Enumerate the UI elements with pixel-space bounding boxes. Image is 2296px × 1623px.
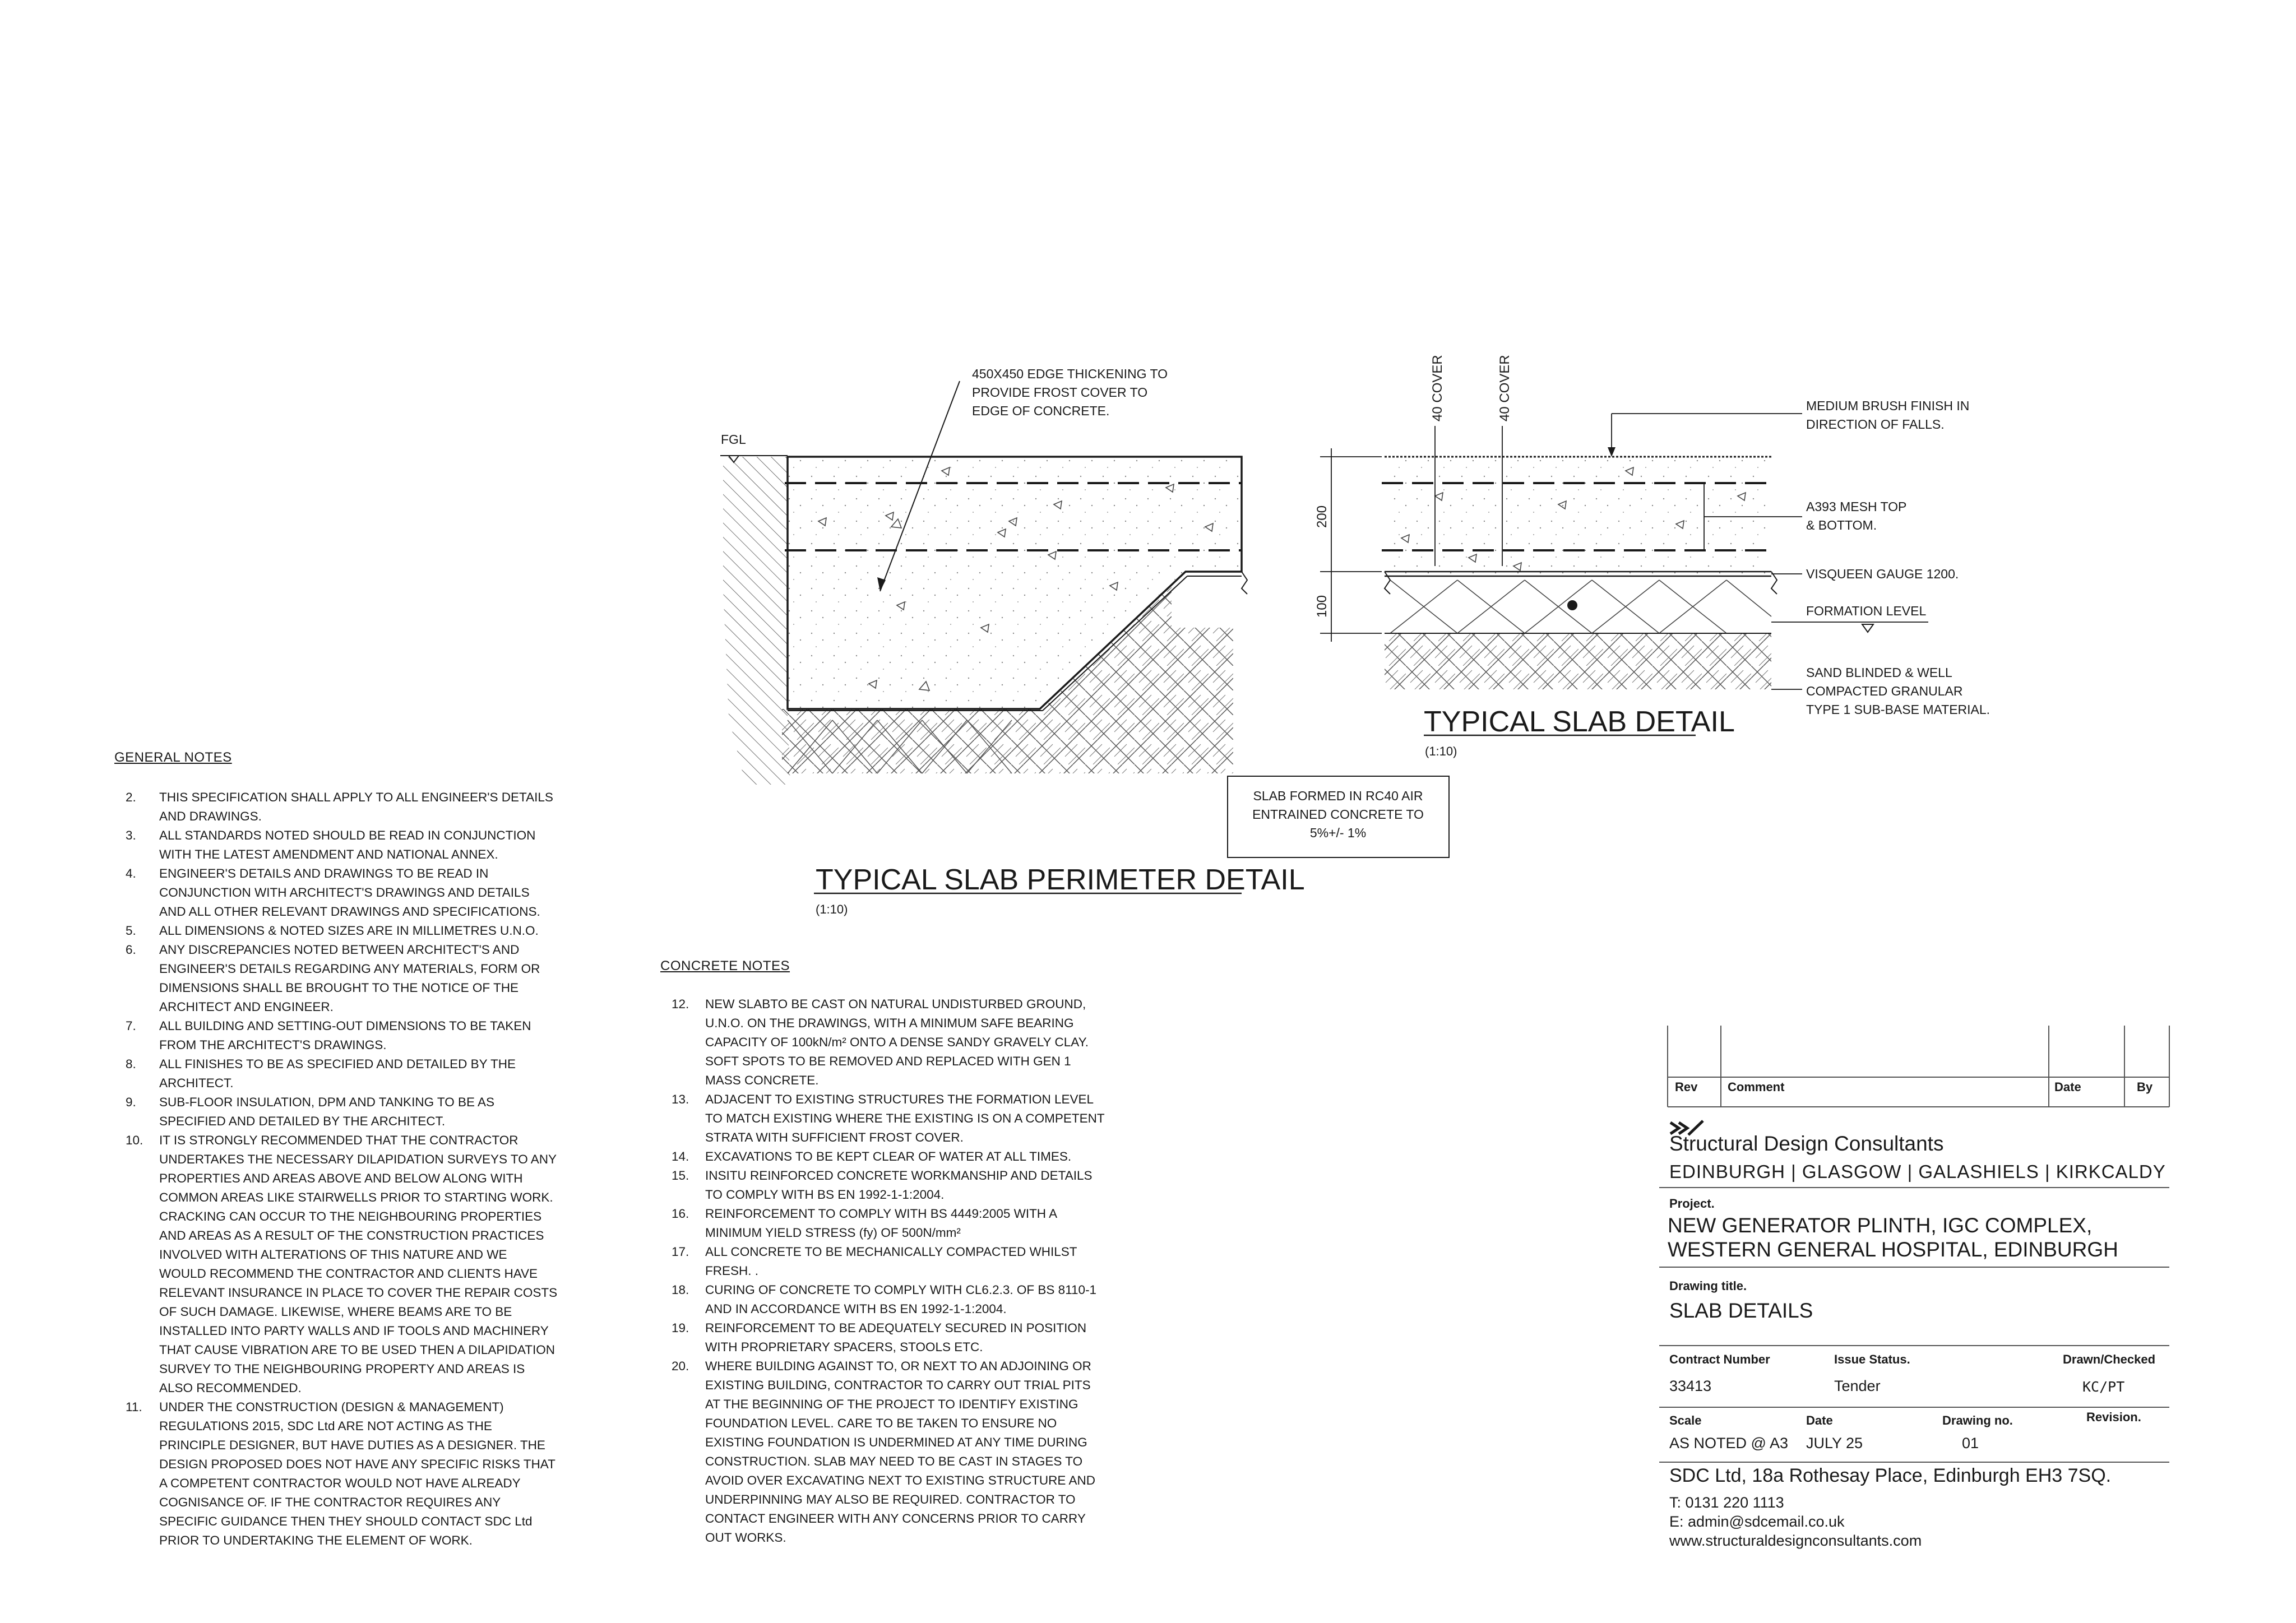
company-address: SDC Ltd, 18a Rothesay Place, Edinburgh EH3 7SQ.: [1669, 1465, 2112, 1486]
issue-status: Tender: [1834, 1378, 1881, 1394]
concrete-note-line: SOFT SPOTS TO BE REMOVED AND REPLACED WITH GEN 1: [705, 1054, 1071, 1068]
dim-200-label: 200: [1314, 505, 1330, 528]
concrete-note-item: [660, 1090, 1142, 1147]
general-note-line: SURVEY TO THE NEIGHBOURING PROPERTY AND AREAS IS: [159, 1362, 525, 1376]
general-note-number: 6.: [126, 943, 136, 957]
general-note-line: ALL DIMENSIONS & NOTED SIZES ARE IN MILLIMETRES U.N.O.: [159, 924, 539, 938]
concrete-note-line: REINFORCEMENT TO COMPLY WITH BS 4449:2005 WITH A: [705, 1207, 1058, 1221]
concrete-note-line: EXISTING BUILDING, CONTRACTOR TO CARRY OUT TRIAL PITS: [705, 1378, 1091, 1392]
concrete-note-line: AVOID OVER EXCAVATING NEXT TO EXISTING STRUCTURE AND: [705, 1473, 1095, 1487]
rev-header-by: By: [2137, 1080, 2153, 1094]
general-note-line: PRINCIPLE DESIGNER, BUT HAVE DUTIES AS A DESIGNER. THE: [159, 1438, 545, 1452]
concrete-note-line: ALL CONCRETE TO BE MECHANICALLY COMPACTED WHILST: [705, 1245, 1077, 1259]
general-note-line: ALL FINISHES TO BE AS SPECIFIED AND DETAILED BY THE: [159, 1057, 516, 1071]
concrete-note-line: AT THE BEGINNING OF THE PROJECT TO IDENTIFY EXISTING: [705, 1397, 1078, 1411]
general-note-line: INVOLVED WITH ALTERATIONS OF THIS NATURE AND WE: [159, 1248, 507, 1262]
general-note-number: 8.: [126, 1057, 136, 1071]
concrete-note-item: [660, 1242, 1142, 1281]
date-label: Date: [1806, 1413, 1833, 1427]
rev-header-comment: Comment: [1728, 1080, 1785, 1094]
general-note-line: SUB-FLOOR INSULATION, DPM AND TANKING TO BE AS: [159, 1095, 495, 1109]
concrete-note-number: 17.: [672, 1245, 689, 1259]
general-note-number: 11.: [126, 1400, 142, 1414]
general-note-line: RELEVANT INSURANCE IN PLACE TO COVER THE REPAIR COSTS: [159, 1286, 558, 1300]
slab-detail-title: TYPICAL SLAB DETAIL: [1424, 706, 1735, 738]
box-note-line-1: SLAB FORMED IN RC40 AIR: [1253, 789, 1423, 803]
contract-number-label: Contract Number: [1669, 1352, 1770, 1366]
project-label: Project.: [1669, 1197, 1715, 1211]
general-note-item: [114, 1398, 596, 1550]
mesh-callout-line-1: A393 MESH TOP: [1806, 499, 1907, 514]
concrete-note-line: FRESH. .: [705, 1264, 759, 1278]
formation-callout: FORMATION LEVEL: [1806, 604, 1927, 618]
concrete-note-line: CONSTRUCTION. SLAB MAY NEED TO BE CAST IN STAGES TO: [705, 1454, 1083, 1468]
tb-divider-3: [1659, 1345, 2169, 1346]
general-note-item: [114, 921, 596, 940]
concrete-note-number: 14.: [672, 1149, 689, 1163]
contract-number: 33413: [1669, 1378, 1712, 1394]
general-note-item: [114, 1017, 596, 1055]
rev-header-date: Date: [2054, 1080, 2081, 1094]
concrete-note-item: [660, 1281, 1142, 1319]
formation-level-dot: [1567, 600, 1577, 610]
concrete-note-line: NEW SLABTO BE CAST ON NATURAL UNDISTURBED GROUND,: [705, 997, 1086, 1011]
general-note-number: 7.: [126, 1019, 136, 1033]
issue-status-label: Issue Status.: [1834, 1352, 1910, 1366]
concrete-note-number: 12.: [672, 997, 689, 1011]
concrete-note-line: MINIMUM YIELD STRESS (fy) OF 500N/mm²: [705, 1226, 961, 1240]
drawing-no: 01: [1962, 1435, 1979, 1452]
tb-divider-2: [1659, 1267, 2169, 1268]
perimeter-detail-scale: (1:10): [816, 902, 848, 916]
general-note-number: 3.: [126, 828, 136, 842]
concrete-note-line: REINFORCEMENT TO BE ADEQUATELY SECURED IN POSITION: [705, 1321, 1087, 1335]
drawing-no-label: Drawing no.: [1942, 1413, 2013, 1427]
general-note-line: SPECIFIED AND DETAILED BY THE ARCHITECT.: [159, 1114, 446, 1128]
concrete-note-line: U.N.O. ON THE DRAWINGS, WITH A MINIMUM SAFE BEARING: [705, 1016, 1074, 1030]
drawn-checked: KC/PT: [2082, 1379, 2125, 1395]
project-line-1: NEW GENERATOR PLINTH, IGC COMPLEX,: [1668, 1214, 2093, 1237]
dim-100-label: 100: [1314, 595, 1330, 618]
general-note-line: WITH THE LATEST AMENDMENT AND NATIONAL ANNEX.: [159, 847, 498, 861]
general-note-line: INSTALLED INTO PARTY WALLS AND IF TOOLS AND MACHINERY: [159, 1324, 549, 1338]
general-note-number: 9.: [126, 1095, 136, 1109]
slab-ground-hatch: [1385, 633, 1771, 689]
general-note-line: PRIOR TO UNDERTAKING THE ELEMENT OF WORK.: [159, 1533, 473, 1547]
concrete-note-line: STRATA WITH SUFFICIENT FROST COVER.: [705, 1130, 964, 1144]
concrete-note-line: CONTACT ENGINEER WITH ANY CONCERNS PRIOR TO CARRY: [705, 1511, 1086, 1525]
concrete-note-item: [660, 1319, 1142, 1357]
general-note-line: COMMON AREAS LIKE STAIRWELLS PRIOR TO STARTING WORK.: [159, 1190, 553, 1204]
general-note-line: IT IS STRONGLY RECOMMENDED THAT THE CONTRACTOR: [159, 1133, 519, 1147]
drawing-title-label: Drawing title.: [1669, 1279, 1747, 1293]
concrete-note-number: 20.: [672, 1359, 689, 1373]
general-note-item: [114, 1093, 596, 1131]
concrete-note-line: CURING OF CONCRETE TO COMPLY WITH CL6.2.3. OF BS 8110-1: [705, 1283, 1097, 1297]
perimeter-detail-title: TYPICAL SLAB PERIMETER DETAIL: [816, 864, 1305, 896]
general-note-line: OF SUCH DAMAGE. LIKEWISE, WHERE BEAMS ARE TO BE: [159, 1305, 512, 1319]
edge-note-line-3: EDGE OF CONCRETE.: [972, 404, 1110, 418]
scale-label: Scale: [1669, 1413, 1702, 1427]
revision-label: Revision.: [2086, 1410, 2141, 1424]
general-note-line: REGULATIONS 2015, SDC Ltd ARE NOT ACTING AS THE: [159, 1419, 492, 1433]
general-note-line: AND AREAS AS A RESULT OF THE CONSTRUCTION PRACTICES: [159, 1228, 544, 1242]
general-note-line: CONJUNCTION WITH ARCHITECT'S DRAWINGS AND DETAILS: [159, 885, 530, 899]
company-telephone: T: 0131 220 1113: [1669, 1494, 1784, 1511]
title-block-frame: [1668, 1026, 2169, 1107]
concrete-note-line: MASS CONCRETE.: [705, 1073, 819, 1087]
company-name: Structural Design Consultants: [1669, 1132, 1944, 1155]
general-note-line: ALL BUILDING AND SETTING-OUT DIMENSIONS TO BE TAKEN: [159, 1019, 531, 1033]
general-note-number: 4.: [126, 866, 136, 880]
general-note-line: COGNISANCE OF. IF THE CONTRACTOR REQUIRES ANY: [159, 1495, 501, 1509]
general-note-line: WOULD RECOMMEND THE CONTRACTOR AND CLIENTS HAVE: [159, 1267, 538, 1281]
company-offices: EDINBURGH | GLASGOW | GALASHIELS | KIRKCALDY: [1669, 1161, 2166, 1182]
concrete-note-item: [660, 1357, 1142, 1547]
concrete-note-line: WITH PROPRIETARY SPACERS, STOOLS ETC.: [705, 1340, 983, 1354]
concrete-note-item: [660, 1147, 1142, 1166]
subbase-callout-line-3: TYPE 1 SUB-BASE MATERIAL.: [1806, 702, 1991, 717]
general-note-line: ALSO RECOMMENDED.: [159, 1381, 302, 1395]
tb-divider-1: [1659, 1187, 2169, 1188]
visqueen-callout: VISQUEEN GAUGE 1200.: [1806, 567, 1959, 581]
concrete-note-number: 13.: [672, 1092, 689, 1106]
slab-detail-scale: (1:10): [1425, 744, 1457, 758]
subbase-callout-line-2: COMPACTED GRANULAR: [1806, 684, 1963, 698]
general-note-item: [114, 1131, 596, 1398]
general-note-line: ALL STANDARDS NOTED SHOULD BE READ IN CONJUNCTION: [159, 828, 536, 842]
edge-note-line-1: 450X450 EDGE THICKENING TO: [972, 367, 1168, 381]
general-note-line: PROPERTIES AND AREAS ABOVE AND BELOW ALONG WITH: [159, 1171, 523, 1185]
general-note-line: A COMPETENT CONTRACTOR WOULD NOT HAVE ALREADY: [159, 1476, 521, 1490]
general-note-line: THIS SPECIFICATION SHALL APPLY TO ALL ENGINEER'S DETAILS: [159, 790, 553, 804]
drawing-title: SLAB DETAILS: [1669, 1299, 1813, 1322]
brush-callout-line-1: MEDIUM BRUSH FINISH IN: [1806, 398, 1970, 413]
concrete-note-line: INSITU REINFORCED CONCRETE WORKMANSHIP AND DETAILS: [705, 1168, 1093, 1183]
perimeter-ground-hatch: [723, 457, 790, 785]
date-value: JULY 25: [1806, 1435, 1863, 1452]
general-note-line: DESIGN PROPOSED DOES NOT HAVE ANY SPECIFIC RISKS THAT: [159, 1457, 556, 1471]
cover-label-2: 40 COVER: [1497, 355, 1512, 421]
concrete-note-line: CAPACITY OF 100kN/m² ONTO A DENSE SANDY GRAVELY CLAY.: [705, 1035, 1089, 1049]
general-note-item: [114, 940, 596, 1017]
box-note-line-2: ENTRAINED CONCRETE TO: [1252, 807, 1424, 822]
mesh-callout-line-2: & BOTTOM.: [1806, 518, 1877, 532]
concrete-note-line: TO COMPLY WITH BS EN 1992-1-1:2004.: [705, 1188, 945, 1202]
concrete-note-item: [660, 1204, 1142, 1242]
concrete-note-number: 19.: [672, 1321, 689, 1335]
general-note-number: 2.: [126, 790, 136, 804]
concrete-note-line: WHERE BUILDING AGAINST TO, OR NEXT TO AN ADJOINING OR: [705, 1359, 1091, 1373]
general-note-line: THAT CAUSE VIBRATION ARE TO BE USED THEN A DILAPIDATION: [159, 1343, 556, 1357]
concrete-note-number: 16.: [672, 1207, 689, 1221]
general-note-number: 10.: [126, 1133, 144, 1147]
general-note-number: 5.: [126, 924, 136, 938]
concrete-note-line: UNDERPINNING MAY ALSO BE REQUIRED. CONTRACTOR TO: [705, 1492, 1076, 1506]
concrete-note-number: 18.: [672, 1283, 689, 1297]
general-note-line: UNDER THE CONSTRUCTION (DESIGN & MANAGEMENT): [159, 1400, 504, 1414]
concrete-note-item: [660, 995, 1142, 1090]
concrete-note-line: AND IN ACCORDANCE WITH BS EN 1992-1-1:2004.: [705, 1302, 1007, 1316]
general-note-line: ANY DISCREPANCIES NOTED BETWEEN ARCHITECT'S AND: [159, 943, 520, 957]
drawn-checked-label: Drawn/Checked: [2063, 1352, 2156, 1366]
company-email: E: admin@sdcemail.co.uk: [1669, 1513, 1845, 1530]
formation-level-marker: [1862, 624, 1873, 632]
tb-divider-4: [1659, 1407, 2169, 1408]
box-note-line-3: 5%+/- 1%: [1309, 826, 1367, 840]
concrete-note-line: TO MATCH EXISTING WHERE THE EXISTING IS ON A COMPETENT: [705, 1111, 1105, 1125]
concrete-note-number: 15.: [672, 1168, 689, 1183]
general-note-line: ARCHITECT.: [159, 1076, 234, 1090]
general-note-line: DIMENSIONS SHALL BE BROUGHT TO THE NOTICE OF THE: [159, 981, 519, 995]
brush-callout-line-2: DIRECTION OF FALLS.: [1806, 417, 1945, 432]
company-website: www.structuraldesignconsultants.com: [1669, 1532, 1922, 1549]
concrete-note-line: EXCAVATIONS TO BE KEPT CLEAR OF WATER AT ALL TIMES.: [705, 1149, 1072, 1163]
concrete-note-line: FOUNDATION LEVEL. CARE TO BE TAKEN TO ENSURE NO: [705, 1416, 1057, 1430]
general-note-item: [114, 1055, 596, 1093]
general-note-line: FROM THE ARCHITECT'S DRAWINGS.: [159, 1038, 387, 1052]
rev-header-rev: Rev: [1675, 1080, 1698, 1094]
cover-label-1: 40 COVER: [1430, 355, 1445, 421]
general-note-line: ENGINEER'S DETAILS AND DRAWINGS TO BE READ IN: [159, 866, 489, 880]
concrete-note-line: EXISTING FOUNDATION IS UNDERMINED AT ANY TIME DURING: [705, 1435, 1087, 1449]
general-note-line: CRACKING CAN OCCUR TO THE NEIGHBOURING PROPERTIES: [159, 1209, 542, 1223]
general-note-line: ARCHITECT AND ENGINEER.: [159, 1000, 334, 1014]
project-line-2: WESTERN GENERAL HOSPITAL, EDINBURGH: [1668, 1238, 2118, 1261]
concrete-note-line: OUT WORKS.: [705, 1531, 786, 1545]
concrete-note-item: [660, 1166, 1142, 1204]
general-note-item: [114, 788, 596, 826]
general-note-line: AND DRAWINGS.: [159, 809, 262, 823]
general-note-line: AND ALL OTHER RELEVANT DRAWINGS AND SPECIFICATIONS.: [159, 905, 540, 919]
tb-divider-5: [1659, 1462, 2169, 1463]
concrete-notes-list: [660, 995, 1142, 1547]
general-note-line: UNDERTAKES THE NECESSARY DILAPIDATION SURVEYS TO ANY: [159, 1152, 557, 1166]
general-notes-title: GENERAL NOTES: [114, 750, 232, 765]
fgl-label: FGL: [721, 432, 746, 447]
slab-subbase-crosses: [1390, 580, 1771, 633]
general-note-line: SPECIFIC GUIDANCE THEN THEY SHOULD CONTACT SDC Ltd: [159, 1514, 533, 1528]
general-notes-list: [114, 788, 596, 1550]
general-note-item: [114, 864, 596, 921]
general-note-line: ENGINEER'S DETAILS REGARDING ANY MATERIALS, FORM OR: [159, 962, 540, 976]
concrete-notes-title: CONCRETE NOTES: [660, 958, 790, 973]
general-note-item: [114, 826, 596, 864]
concrete-note-line: ADJACENT TO EXISTING STRUCTURES THE FORMATION LEVEL: [705, 1092, 1094, 1106]
edge-note-line-2: PROVIDE FROST COVER TO: [972, 385, 1148, 400]
subbase-callout-line-1: SAND BLINDED & WELL: [1806, 665, 1952, 680]
scale-value: AS NOTED @ A3: [1669, 1435, 1788, 1452]
